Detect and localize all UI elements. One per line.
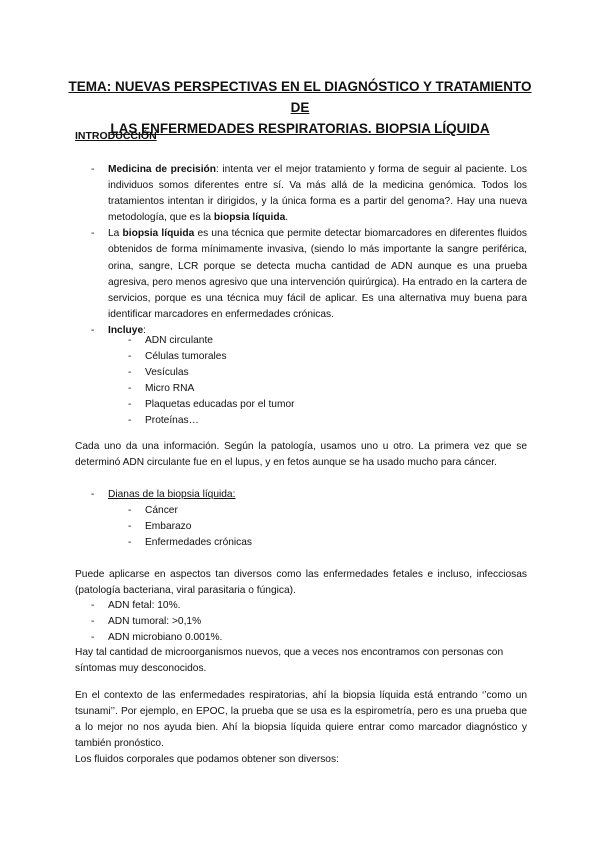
adn-item-text: ADN tumoral: >0,1%	[108, 616, 202, 628]
bullet-medicina-precision	[91, 162, 527, 226]
dianas-item	[128, 535, 525, 551]
bullet-dash: -	[128, 415, 132, 427]
title-line-2: LAS ENFERMEDADES RESPIRATORIAS. BIOPSIA LÍQUIDA	[110, 121, 490, 136]
incluye-item	[128, 397, 525, 413]
incluye-item	[128, 381, 525, 397]
adn-item	[91, 598, 527, 614]
dianas-item-text: Enfermedades crónicas	[145, 537, 253, 549]
adn-item	[91, 630, 527, 646]
paragraph-fluidos: Los fluidos corporales que podamos obtener son diversos:	[75, 754, 339, 765]
bullet-dash: -	[128, 521, 132, 533]
paragraph-hay-tal: Hay tal cantidad de microorganismos nuevos, que a veces nos encontramos con personas con síntomas muy desconocidos.	[75, 647, 504, 675]
bullet-dash: -	[91, 632, 95, 644]
incluye-colon: :	[143, 324, 146, 336]
adn-item-text: ADN microbiano 0.001%.	[108, 632, 223, 644]
intro-heading: INTRODUCCIÓN	[75, 130, 157, 142]
bullet-dash: -	[128, 383, 132, 395]
incluye-item	[128, 413, 525, 429]
bullet-dash: -	[128, 399, 132, 411]
adn-item-text: ADN fetal: 10%.	[108, 600, 181, 611]
biopsia-text: es una técnica que permite detectar biomarcadores en diferentes fluidos obtenidos de forma mínimamente invasiva, (siendo lo más importante la sangre periférica, orina, sangre, LCR porque se detecta mucha cantidad de ADN aunque es una prueba agresiva, pero menos agresivo que una intervención quirúrgica). Ha entrado en la cartera de servicios, porque es una técnica muy fácil de aplicar. Es una alternativa muy buena para identificar marcadores en enfermedades crónicas.	[108, 228, 527, 320]
medicina-text: : intenta ver el mejor tratamiento y forma de seguir al paciente. Los individuos somos diferentes entre sí. Va más allá de la medicina genómica. Todos los tratamientos intentan ir dirigidos, y la única forma es a partir del genoma?. Hay una nueva metodología, que es la	[108, 164, 527, 224]
bullet-dash: -	[128, 537, 132, 549]
bullet-dianas	[91, 487, 527, 503]
adn-list	[91, 598, 527, 646]
incluye-item-text: Proteínas…	[145, 415, 199, 427]
dianas-sublist	[128, 503, 525, 551]
medicina-end: .	[285, 212, 289, 224]
paragraph-contexto: En el contexto de las enfermedades respiratorias, ahí la biopsia líquida está entrando ‘’como un tsunami’’. Por ejemplo, en EPOC, la prueba que se usa es la espirometría, pero es una prueba que a lo mejor no nos ayuda bien. Ahí la biopsia líquida quiere entrar como marcador diagnóstico y también pronóstico.	[75, 690, 527, 750]
incluye-sublist	[128, 333, 525, 430]
incluye-item-text: Plaquetas educadas por el tumor	[145, 399, 295, 411]
bullet-dash: -	[91, 324, 95, 336]
dianas-list	[91, 487, 527, 503]
main-bullet-list	[91, 162, 527, 339]
bullet-dash: -	[128, 335, 132, 346]
dianas-label: Dianas de la biopsia líquida:	[108, 489, 236, 500]
bullet-dash: -	[91, 228, 95, 240]
bullet-dash: -	[91, 616, 95, 628]
bullet-dash: -	[91, 489, 95, 500]
bullet-dash: -	[91, 600, 95, 611]
dianas-item-text: Embarazo	[145, 521, 192, 533]
medicina-term: Medicina de precisión	[108, 164, 216, 175]
medicina-term2: biopsia líquida	[213, 212, 286, 224]
bullet-dash: -	[128, 351, 132, 363]
biopsia-term: biopsia líquida	[122, 228, 195, 240]
incluye-item	[128, 349, 525, 365]
dianas-item-text: Cáncer	[145, 505, 178, 516]
incluye-label: Incluye	[108, 324, 144, 336]
dianas-item	[128, 519, 525, 535]
bullet-dash: -	[128, 367, 132, 379]
bullet-dash: -	[91, 164, 95, 175]
incluye-item	[128, 333, 525, 349]
incluye-item-text: Micro RNA	[145, 383, 195, 395]
incluye-item-text: ADN circulante	[145, 335, 213, 346]
title-line-1: TEMA: NUEVAS PERSPECTIVAS EN EL DIAGNÓSTICO Y TRATAMIENTO DE	[68, 79, 532, 115]
dianas-item	[128, 503, 525, 519]
incluye-item	[128, 365, 525, 381]
adn-item	[91, 614, 527, 630]
incluye-item-text: Células tumorales	[145, 351, 227, 363]
biopsia-pre: La	[108, 228, 123, 240]
paragraph-puede-aplicarse: Puede aplicarse en aspectos tan diversos como las enfermedades fetales e incluso, infecciosas (patología bacteriana, viral parasitaria o fúngica).	[75, 569, 527, 597]
incluye-item-text: Vesículas	[145, 367, 189, 379]
bullet-biopsia-liquida	[91, 226, 527, 323]
bullet-dash: -	[128, 505, 132, 516]
paragraph-cada-uno: Cada uno da una información. Según la patología, usamos uno u otro. La primera vez que se determinó ADN circulante fue en el lupus, y en fetos aunque se ha usado mucho para cáncer.	[75, 441, 527, 469]
